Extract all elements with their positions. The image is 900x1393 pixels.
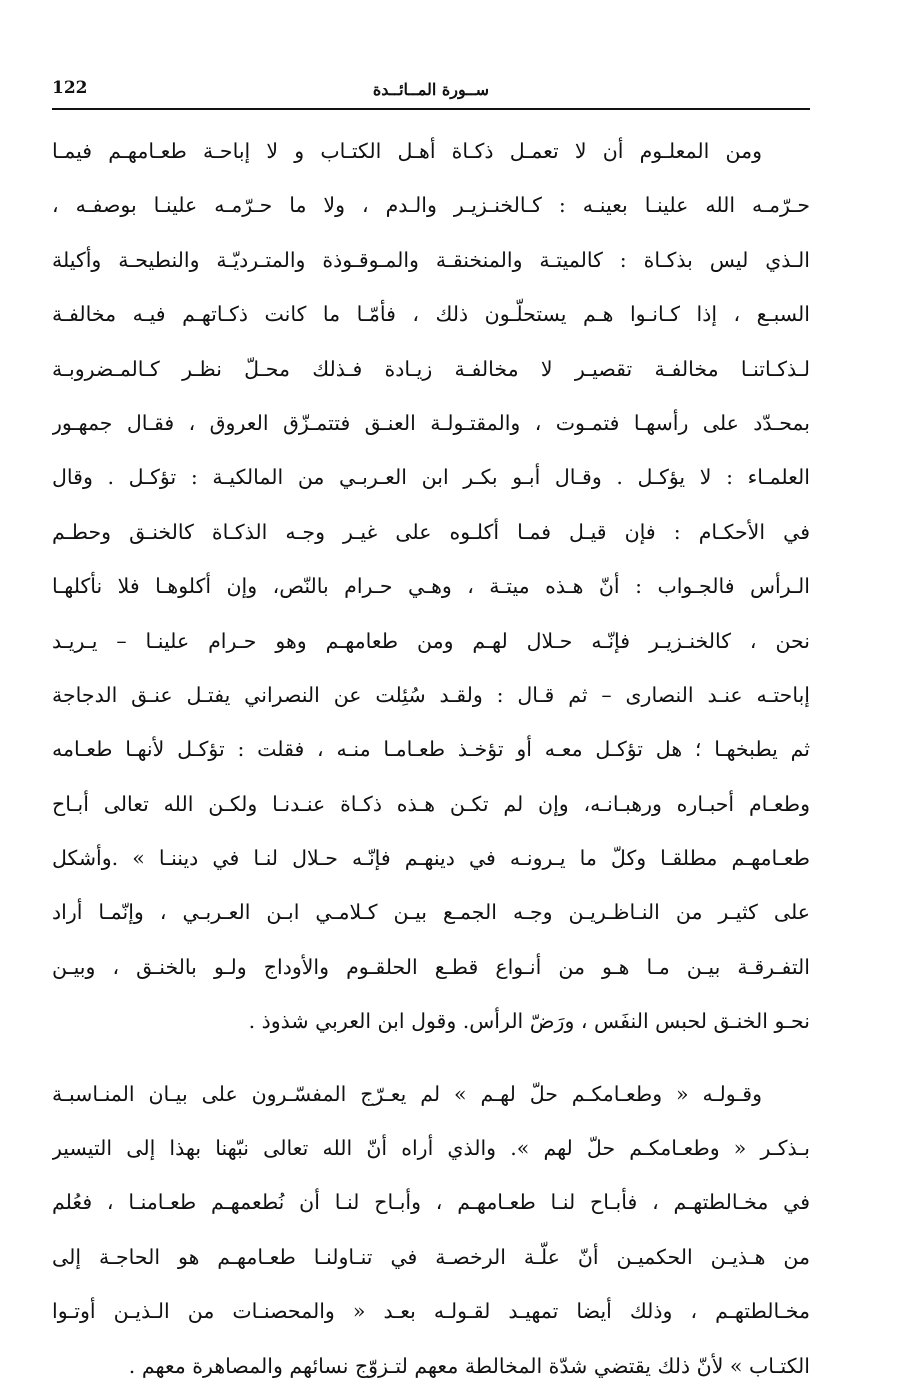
paragraph-2 [52,1067,810,1393]
text-line: بـذكـر « وطعـامكـم حلّ لهم ». والذي أراه أنّ الله تعالى نبّهنا بهذا إلى التيسير [52,1136,810,1161]
text-line: ومن المعلـوم أن لا تعمـل ذكـاة أهـل الكتـاب و لا إباحـة طعـامهـم فيمـا [52,139,762,163]
text-line: الـذي ليس بذكـاة : كالميتـة والمنخنقـة والمـوقـوذة والمتـرديّـة والنطيحـة وأكيلة [52,247,810,272]
page-header [52,78,810,108]
text-line: لـذكـاتنـا مخالفـة تقصيـر لا مخالفـة زيـادة فـذلك محـلّ نظـر كـالمـضروبـة [52,356,810,381]
text-line: نحـو الخنـق لحبس النفَس ، ورَضّ الرأس. وقول ابن العربي شذوذ . [248,1009,810,1034]
page-number: 122 [52,78,88,98]
text-line: على كثيـر من النـاظـريـن وجـه الجمـع بيـن كـلامـي ابـن العـربـي ، وإنّمـا أراد [52,900,810,925]
text-line: وقـولـه « وطعـامكـم حلّ لهـم » لم يعـرّج المفسّـرون على بيـان المنـاسبـة [52,1081,762,1106]
text-line: العلمـاء : لا يؤكـل . وقـال أبـو بكـر ابن العـربـي من المالكيـة : تؤكـل . وقال [52,465,810,490]
text-line: إباحتـه عنـد النصارى – ثم قـال : ولقـد سُئِلت عن النصراني يفتـل عنـق الدجاجة [52,682,810,707]
header-divider [52,108,810,110]
text-line: ثم يطبخهـا ؛ هل تؤكـل معـه أو تؤخـذ طعـامـا منـه ، فقلت : تؤكـل لأنهـا طعـامه [52,737,810,762]
body-text [52,124,810,1393]
text-line: بمحـدّد على رأسهـا فتمـوت ، والمقتـولـة العنـق فتتمـزّق العروق ، فقـال جمهـور [52,410,810,435]
text-line: في مخـالطتهـم ، فأبـاح لنـا طعـامهـم ، وأبـاح لنـا أن نُطعمهـم طعـامنـا ، فعُلم [52,1190,810,1215]
paragraph-spacer [52,1049,810,1067]
surah-title: ســورة المــائــدة [372,80,490,99]
text-line: السبـع ، إذا كـانـوا هـم يستحلّـون ذلك ، فأمّـا ما كانت ذكـاتهـم فيـه مخالفـة [52,302,810,327]
text-line: حـرّمـه الله علينـا بعينـه : كـالخنـزيـر والـدم ، ولا ما حـرّمـه علينـا بوصفـه ، [52,193,810,218]
text-line: وطعـام أحبـاره ورهبـانـه، وإن لم تكـن هـذه ذكـاة عنـدنـا ولكـن الله تعالى أبـاح [52,791,810,816]
text-line: مخـالطتهـم ، وذلك أيضا تمهيـد لقـولـه بعـد « والمحصنـات من الـذيـن أوتـوا [52,1299,810,1324]
text-line: نحن ، كالخنـزيـر فإنّـه حـلال لهـم ومن طعامهـم وهو حـرام علينـا – يـريـد [52,628,810,653]
text-line: من هـذيـن الحكميـن أنّ علّـة الرخصـة في تنـاولنـا طعـامهـم هو الحاجـة إلى [52,1244,810,1269]
text-line: في الأحكـام : فإن قيـل فمـا أكلـوه على غيـر وجـه الذكـاة كالخنـق وحطـم [52,519,810,544]
text-line: الكتـاب » لأنّ ذلك يقتضي شدّة المخالطة معهم لتـزوّج نسائهم والمصاهرة معهم . [128,1353,810,1378]
paragraph-1 [52,124,810,1049]
text-line: التفـرقـة بيـن مـا هـو من أنـواع قطـع الحلقـوم والأوداج ولـو بالخنـق ، وبيـن [52,954,810,979]
text-line: الـرأس فالجـواب : أنّ هـذه ميتـة ، وهـي حـرام بالنّص، وإن أكلوهـا فلا نأكلهـا [52,574,810,599]
text-line: طعـامهـم مطلقـا وكلّ ما يـرونـه في دينهـم فإنّـه حـلال لنـا في ديننـا » .وأشكل [52,846,810,871]
